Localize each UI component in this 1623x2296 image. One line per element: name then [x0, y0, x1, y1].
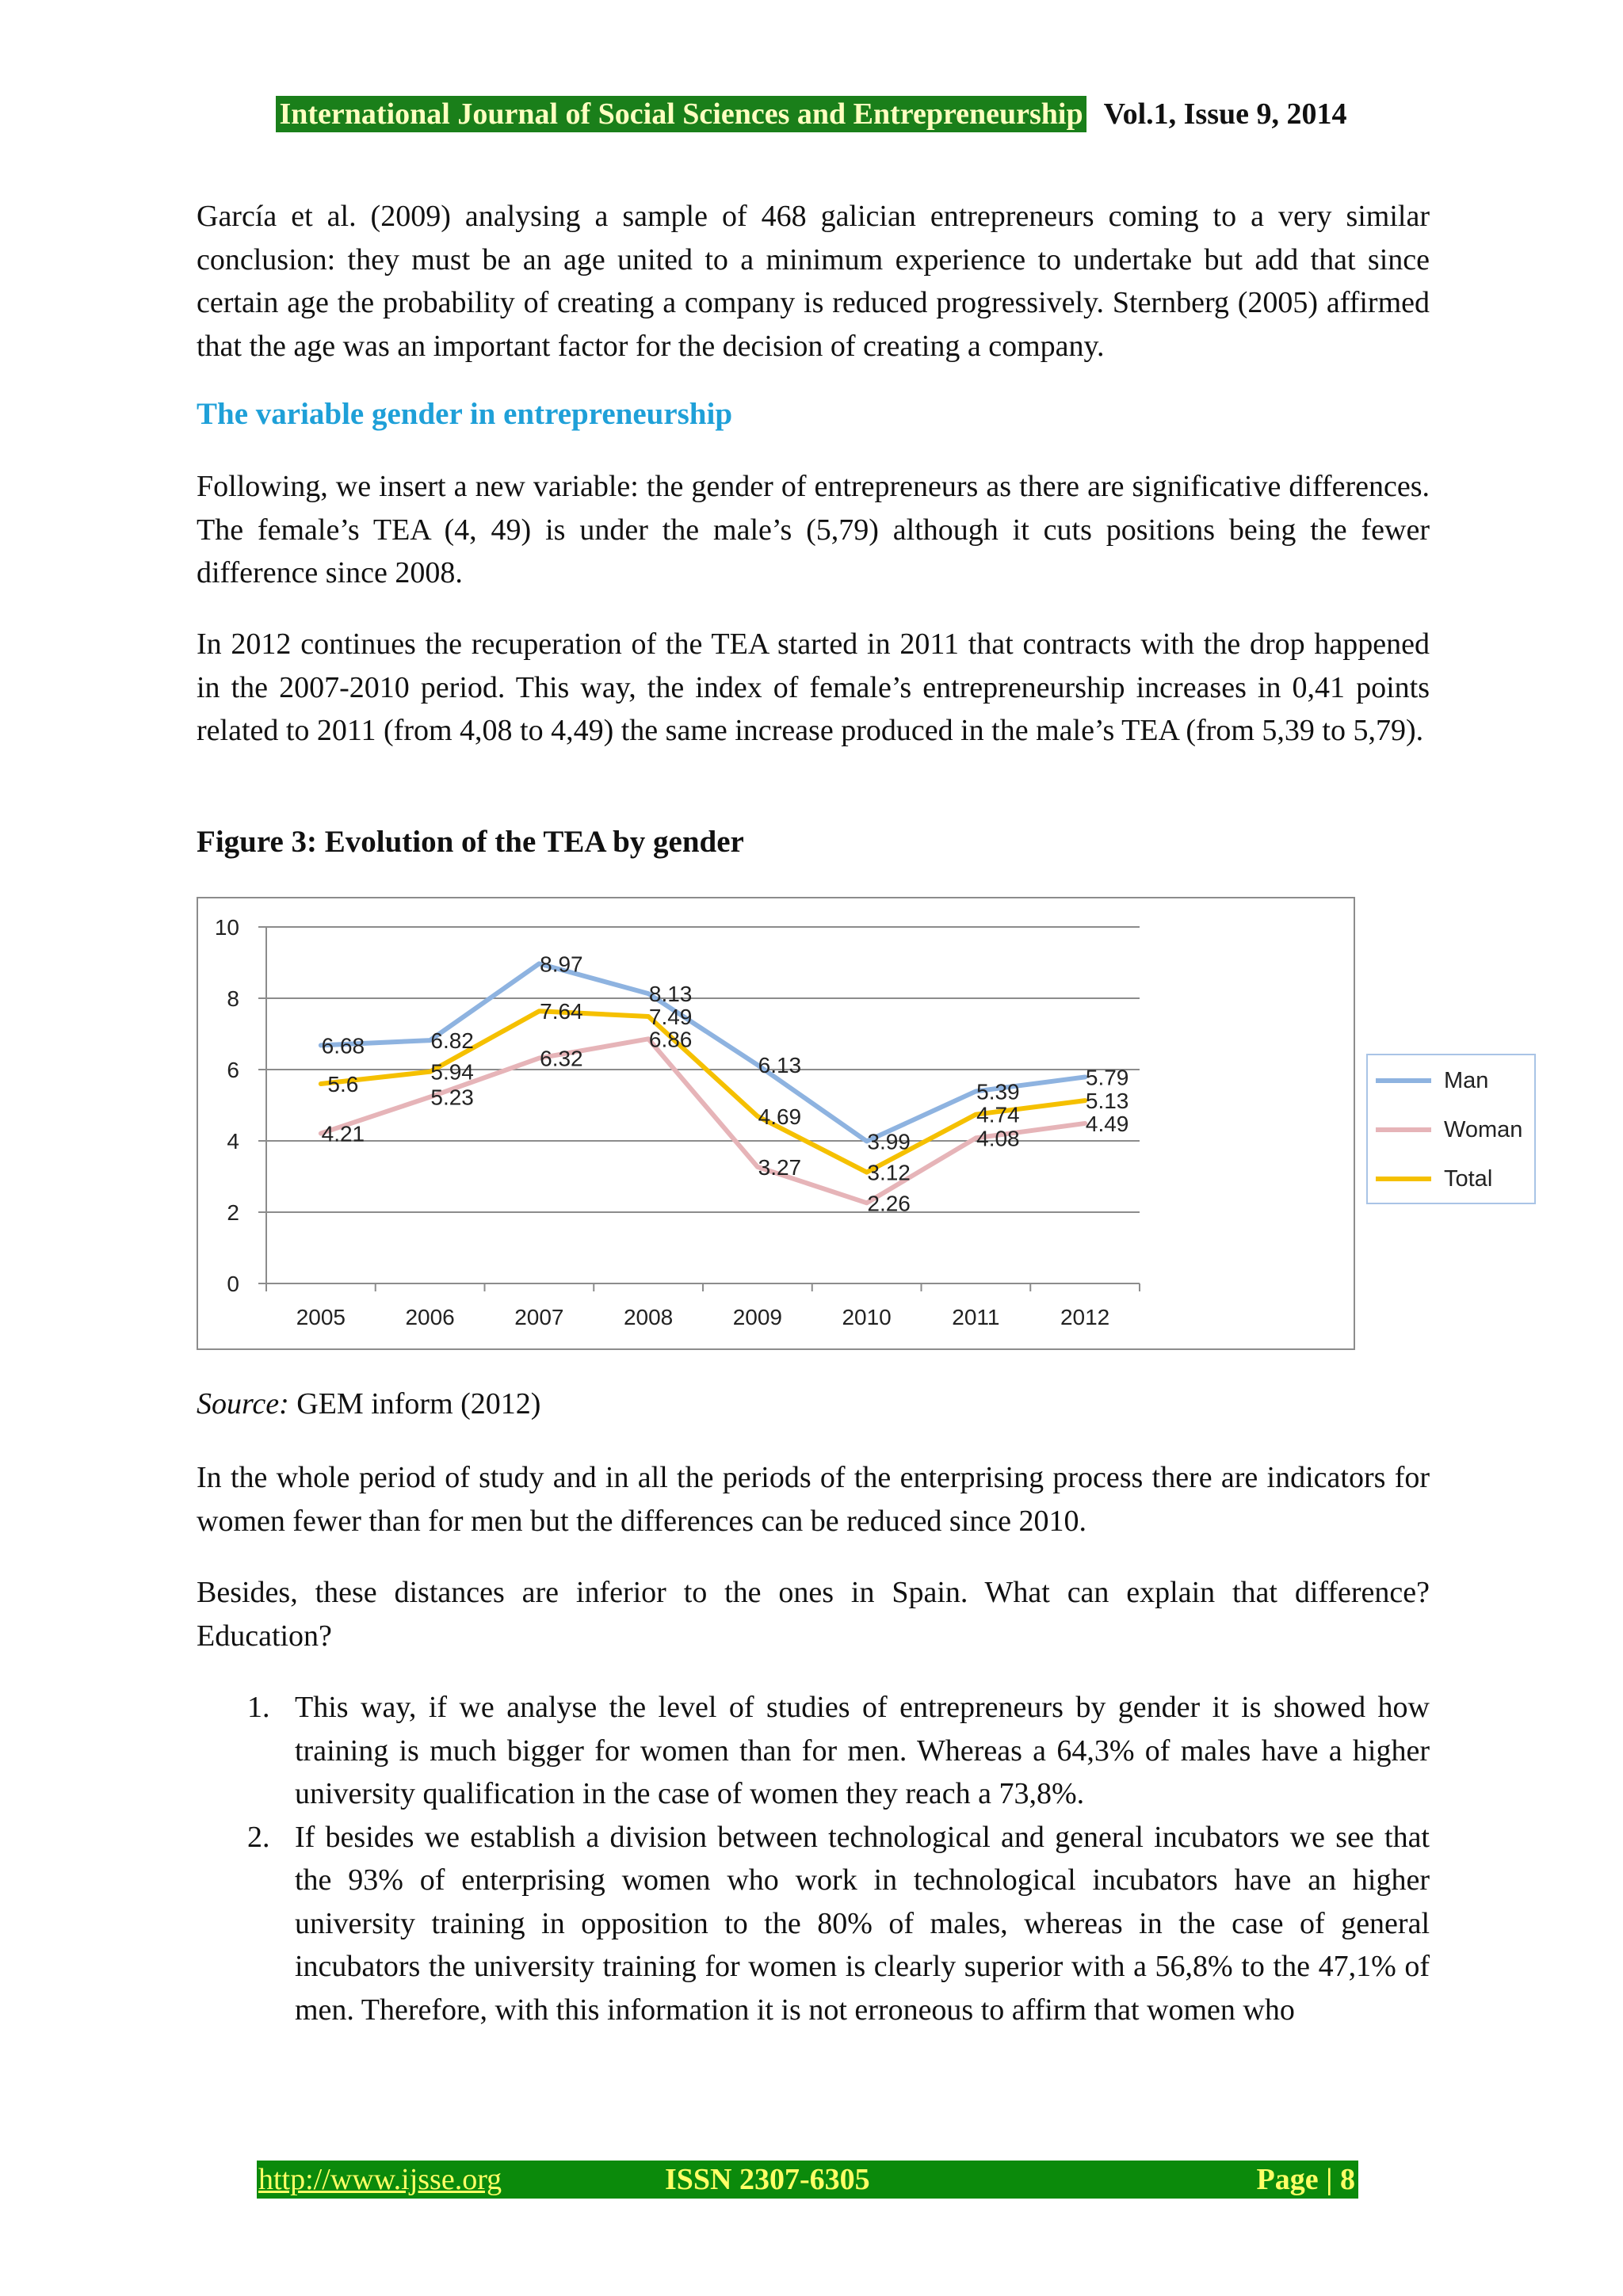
tea-chart [197, 897, 1523, 1350]
legend-item-man [1376, 1066, 1488, 1095]
list-item [197, 1816, 1430, 2032]
y-tick-label: 0 [227, 1272, 239, 1296]
x-tick-label: 2010 [842, 1305, 892, 1329]
paragraph-education: Besides, these distances are inferior to the ones in Spain. What can explain that difference? Education? [197, 1576, 1430, 1653]
legend-label-total: Total [1444, 1165, 1493, 1192]
data-label: 3.99 [867, 1129, 911, 1154]
paragraph-recuperation: In 2012 continues the recuperation of the TEA started in 2011 that contracts with the drop happened in the 2007-2010 period. This way, the index of female’s entrepreneurship increases in 0,41 points related to 2011 (from 4,08 to 4,49) the same increase produced in the male’s TEA (from 5,39 to 5,79). [197, 627, 1430, 747]
source-label: Source: [197, 1387, 289, 1421]
list-item [197, 1686, 1430, 1816]
y-tick-label: 2 [227, 1200, 239, 1225]
figure-source [197, 1386, 540, 1421]
x-tick-label: 2006 [405, 1305, 455, 1329]
legend-swatch-total [1376, 1177, 1431, 1181]
chart-legend [1366, 1054, 1536, 1204]
data-label: 4.74 [976, 1102, 1020, 1127]
data-label: 8.97 [540, 952, 583, 977]
data-label: 5.23 [430, 1085, 474, 1110]
data-label: 6.32 [540, 1046, 583, 1071]
y-tick-label: 4 [227, 1129, 239, 1154]
journal-header [0, 97, 1623, 132]
y-tick-label: 8 [227, 986, 239, 1011]
legend-item-total [1376, 1165, 1492, 1193]
data-label: 5.6 [327, 1072, 359, 1097]
data-label: 6.13 [758, 1053, 802, 1078]
footer-page-number: Page | 8 [1256, 2163, 1355, 2196]
data-label: 5.94 [430, 1059, 474, 1085]
data-label: 3.12 [867, 1160, 911, 1185]
chart-canvas [198, 898, 1354, 1348]
x-tick-label: 2012 [1060, 1305, 1110, 1329]
data-label: 5.39 [976, 1079, 1020, 1104]
list-number: 2. [247, 1820, 270, 1854]
data-label: 5.13 [1085, 1089, 1129, 1114]
y-tick-label: 10 [214, 915, 239, 940]
footer-url-link[interactable]: http://www.ijsse.org [258, 2163, 502, 2196]
section-heading: The variable gender in entrepreneurship [197, 397, 733, 431]
legend-item-woman [1376, 1116, 1522, 1144]
data-label: 3.27 [758, 1154, 802, 1180]
paragraph-gender-intro: Following, we insert a new variable: the gender of entrepreneurs as there are significative differences. The female’s TEA (4, 49) is under the male’s (5,79) although it cuts positions being the fewer difference since 2008. [197, 470, 1430, 589]
data-label: 8.13 [648, 982, 693, 1007]
legend-label-man: Man [1444, 1067, 1489, 1093]
journal-volume: Vol.1, Issue 9, 2014 [1103, 97, 1347, 131]
data-label: 7.64 [540, 999, 583, 1024]
data-label: 4.08 [976, 1126, 1020, 1151]
source-text: GEM inform (2012) [288, 1387, 541, 1421]
paragraph-age: García et al. (2009) analysing a sample of 468 galician entrepreneurs coming to a very similar conclusion: they must be an age united to a minimum experience to undertake but add that since certain age the probability of creating a company is reduced progressively. Sternberg (2005) affirmed that the age was an important factor for the decision of creating a company. [197, 200, 1430, 363]
list-number: 1. [247, 1691, 270, 1724]
footer-issn: ISSN 2307-6305 [665, 2163, 870, 2196]
data-label: 2.26 [867, 1191, 911, 1216]
data-label: 4.69 [758, 1104, 802, 1129]
x-tick-label: 2011 [952, 1305, 1000, 1329]
data-label: 6.68 [321, 1033, 365, 1058]
y-tick-label: 6 [227, 1058, 239, 1082]
list-text: If besides we establish a division between technological and general incubators we see that the 93% of enterprising women who work in technological incubators have an higher university training in opposition to the 80% of males, whereas in the case of general incubators the university training for women is clearly superior with a 56,8% to the 47,1% of men. Therefore, with this information it is not erroneous to affirm that women who [295, 1820, 1430, 2027]
data-label: 4.21 [321, 1121, 365, 1146]
x-tick-label: 2005 [296, 1305, 346, 1329]
x-tick-label: 2007 [514, 1305, 564, 1329]
x-tick-label: 2008 [623, 1305, 674, 1329]
page-footer [257, 2161, 1358, 2199]
data-label: 7.49 [648, 1004, 693, 1029]
legend-swatch-man [1376, 1078, 1431, 1083]
legend-label-woman: Woman [1444, 1116, 1523, 1142]
legend-swatch-woman [1376, 1127, 1431, 1132]
data-label: 5.79 [1085, 1065, 1129, 1090]
list-text: This way, if we analyse the level of studies of entrepreneurs by gender it is showed how training is much bigger for women than for men. Whereas a 64,3% of males have a higher university qualification in the case of women they reach a 73,8%. [295, 1691, 1430, 1810]
paragraph-period: In the whole period of study and in all the periods of the enterprising process there are indicators for women fewer than for men but the differences can be reduced since 2010. [197, 1461, 1430, 1538]
data-label: 4.49 [1085, 1111, 1129, 1136]
figure-title: Figure 3: Evolution of the TEA by gender [197, 825, 744, 859]
journal-name: International Journal of Social Sciences and Entrepreneurship [276, 96, 1086, 132]
data-label: 6.82 [430, 1028, 474, 1054]
data-label: 6.86 [648, 1027, 693, 1052]
x-tick-label: 2009 [732, 1305, 783, 1329]
findings-list [197, 1686, 1430, 2031]
